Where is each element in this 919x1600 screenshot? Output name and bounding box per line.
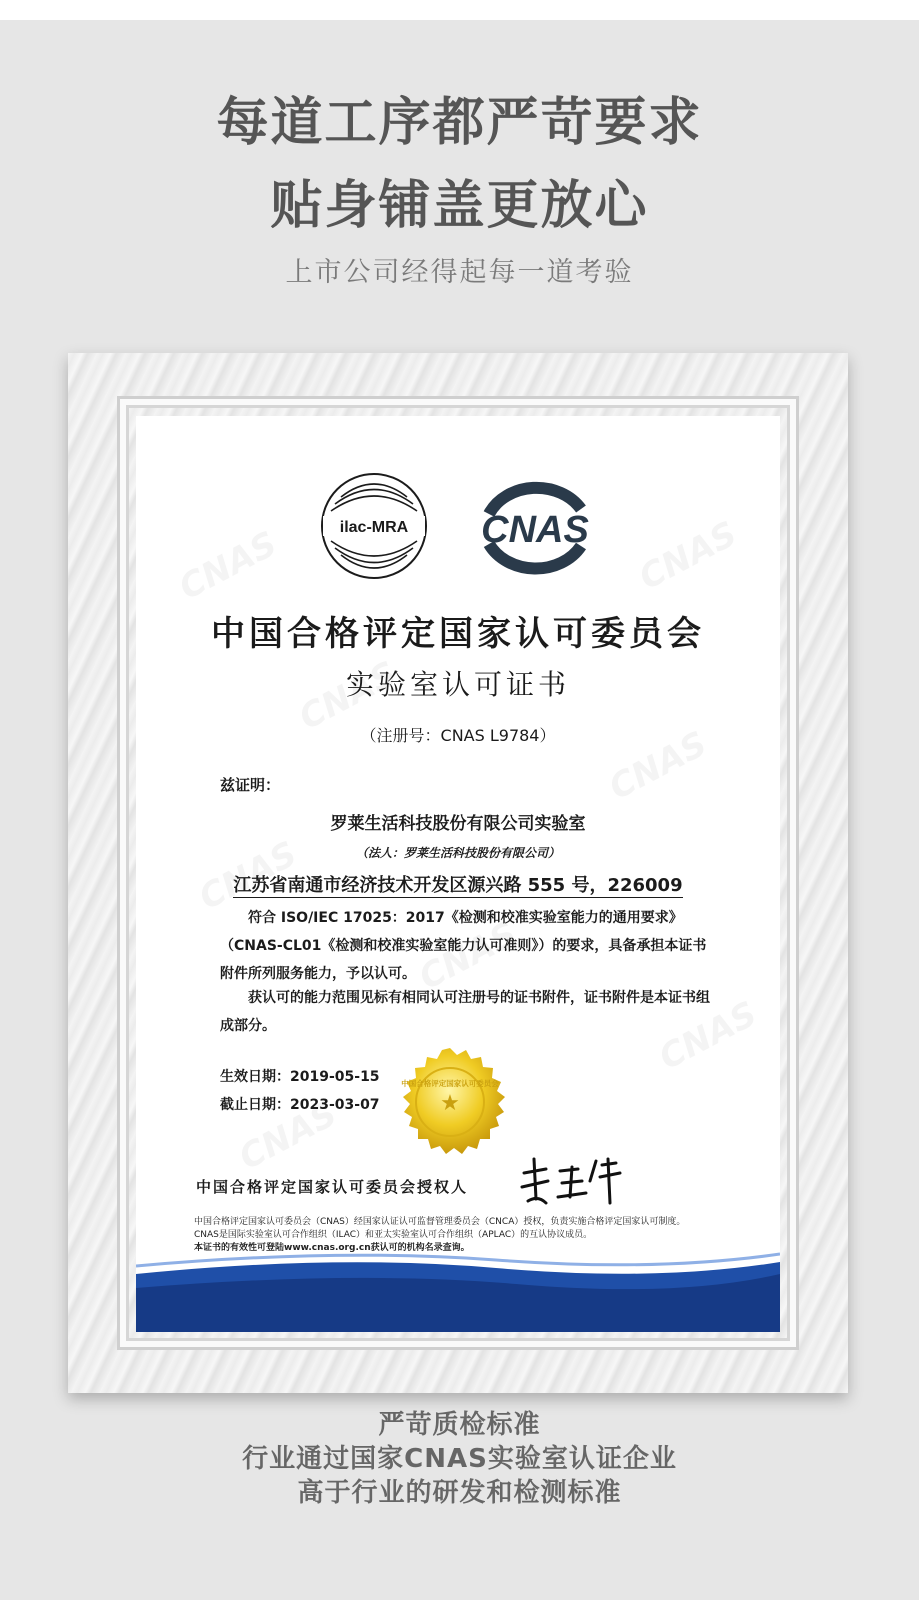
signature [516, 1151, 626, 1211]
registration-number: （注册号：CNAS L9784） [360, 726, 556, 745]
certificate [136, 416, 780, 1332]
subline: 上市公司经得起每一道考验 [285, 257, 634, 288]
authorized-signatory-label: 中国合格评定国家认可委员会授权人 [196, 1178, 469, 1196]
headline-line2: 贴身铺盖更放心 [270, 176, 649, 236]
hereby-label: 兹证明： [220, 776, 281, 794]
svg-text:★: ★ [440, 1091, 460, 1116]
headline-line1: 每道工序都严苛要求 [216, 93, 703, 153]
lab-address: 江苏省南通市经济技术开发区源兴路 555 号，226009 [233, 875, 683, 896]
effective-date: 生效日期：2019-05-15 [220, 1069, 380, 1085]
footer-line1: 严苛质检标准 [378, 1410, 541, 1440]
fine-print-1: 中国合格评定国家认可委员会（CNAS）经国家认证认可监督管理委员会（CNCA）授权，负责实施合格评定国家认可制度。 [194, 1217, 686, 1227]
lab-name: 罗莱生活科技股份有限公司实验室 [330, 814, 586, 834]
ilac-mra-logo [319, 471, 429, 581]
fine-print-3: 本证书的有效性可登陆www.cnas.org.cn获认可的机构名录查询。 [194, 1243, 470, 1253]
scope-paragraph: 获认可的能力范围见标有相同认可注册号的证书附件，证书附件是本证书组成部分。 [220, 990, 710, 1034]
seal-text: 中国合格评定国家认可委员会 [401, 1079, 499, 1088]
legal-entity: （法人：罗莱生活科技股份有限公司） [355, 846, 560, 860]
footer-line3: 高于行业的研发和检测标准 [297, 1478, 622, 1508]
expiry-date: 截止日期：2023-03-07 [220, 1097, 380, 1113]
conformity-paragraph: 符合 ISO/IEC 17025：2017《检测和校准实验室能力的通用要求》（CNAS-CL01《检测和校准实验室能力认可准则》）的要求，具备承担本证书附件所列服务能力，予以认可。 [220, 910, 707, 982]
certificate-org-name: 中国合格评定国家认可委员会 [211, 614, 705, 654]
fine-print-2: CNAS是国际实验室认可合作组织（ILAC）和亚太实验室认可合作组织（APLAC）的互认协议成员。 [194, 1230, 593, 1240]
footer-line2: 行业通过国家CNAS实验室认证企业 [242, 1444, 677, 1474]
cnas-logo [469, 474, 599, 584]
logo-row [136, 471, 780, 591]
blue-wave-band [136, 1244, 780, 1332]
svg-text:CNAS: CNAS [481, 509, 589, 551]
certificate-type: 实验室认可证书 [345, 668, 570, 701]
certificate-frame [68, 353, 848, 1393]
gold-seal [388, 1046, 512, 1170]
svg-text:ilac-MRA: ilac-MRA [339, 519, 409, 536]
top-strip [0, 0, 919, 20]
